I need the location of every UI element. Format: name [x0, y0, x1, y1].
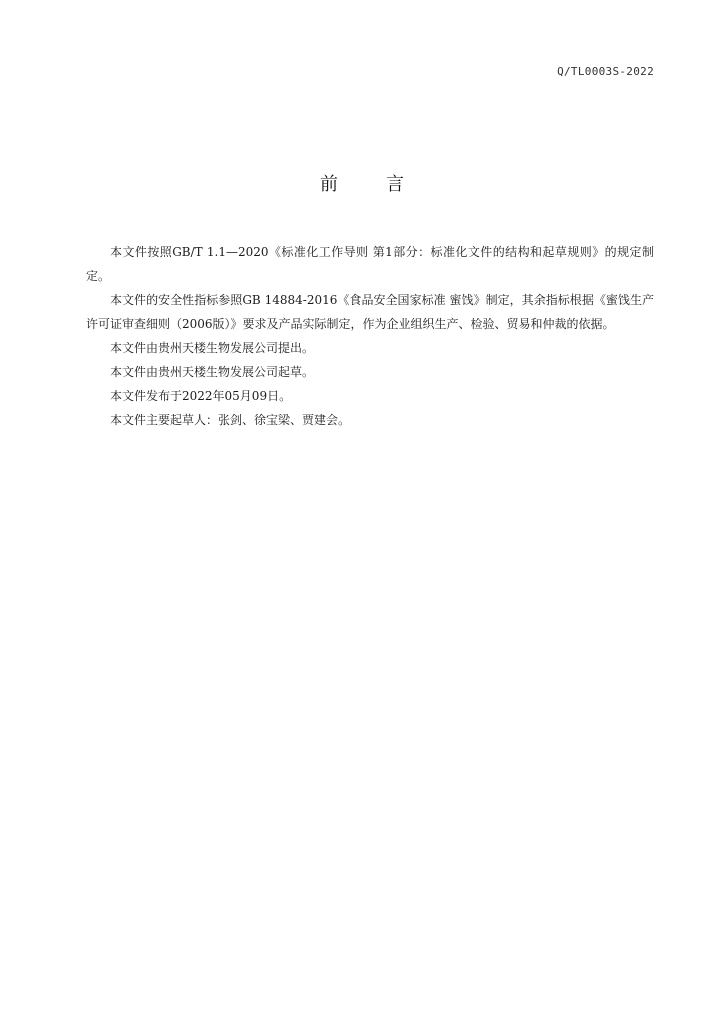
paragraph-safety-indicators: 本文件的安全性指标参照GB 14884-2016《食品安全国家标准 蜜饯》制定，其余指标根据《蜜饯生产许可证审查细则（2006版）》要求及产品实际制定，作为企业组织生产、检验、贸易和仲裁的依据。: [86, 293, 654, 331]
page-title: 前言: [320, 174, 452, 195]
paragraph-standard-basis: 本文件按照GB/T 1.1—2020《标准化工作导则 第1部分：标准化文件的结构和起草规则》的规定制定。: [86, 245, 654, 283]
paragraph-drafters: 本文件主要起草人：张剑、徐宝梁、贾建会。: [110, 413, 351, 427]
document-body: [86, 240, 654, 432]
document-code: Q/TL0003S-2022: [557, 65, 654, 78]
paragraph-release-date: 本文件发布于2022年05月09日。: [110, 389, 292, 403]
paragraph-proposer: 本文件由贵州天楼生物发展公司提出。: [110, 341, 315, 355]
paragraph-drafter-org: 本文件由贵州天楼生物发展公司起草。: [110, 365, 315, 379]
